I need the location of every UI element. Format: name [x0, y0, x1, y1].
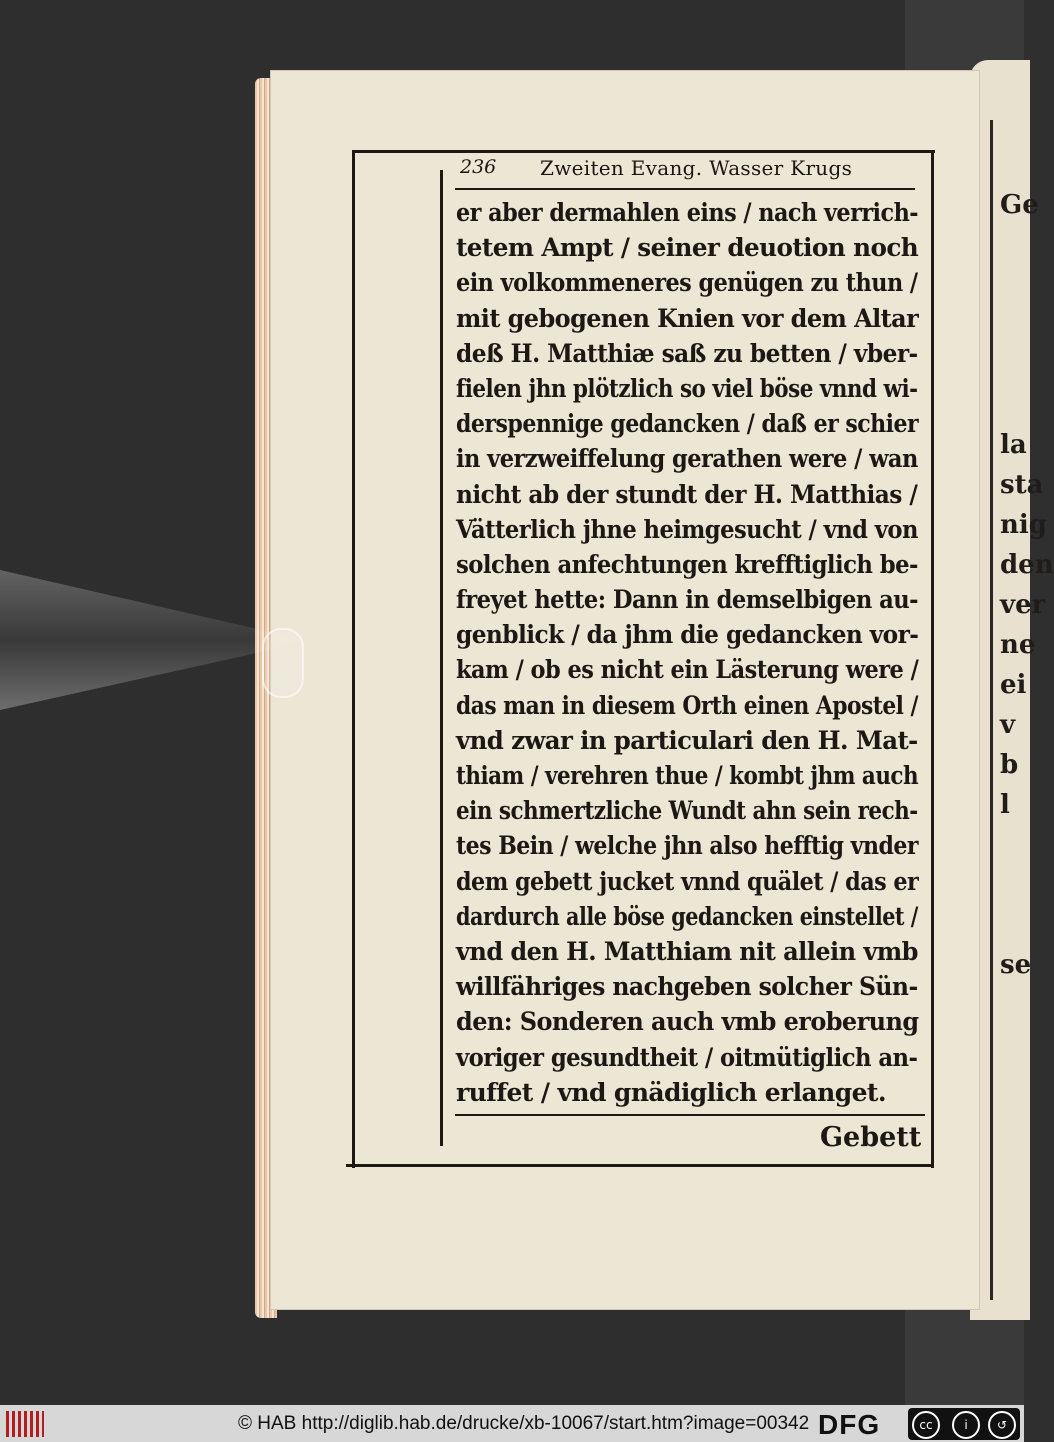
adjacent-text-fragment: se — [1000, 950, 1032, 980]
text-line: tetem Ampt / seiner deuotion noch — [456, 233, 919, 263]
adjacent-text-fragment: ei — [1000, 670, 1027, 700]
text-line: nicht ab der stundt der H. Matthias / — [456, 479, 918, 509]
frame-left-inner — [440, 170, 443, 1146]
adjacent-text-fragment: den — [1000, 550, 1054, 580]
adjacent-text-fragment — [1000, 865, 1030, 905]
adjacent-text-fragment — [1000, 825, 1030, 865]
copyright-link[interactable]: © HAB http://diglib.hab.de/drucke/xb-10067/start.htm?image=00342 — [238, 1413, 810, 1434]
adjacent-text-fragment — [1000, 905, 1030, 945]
text-line: freyet hette: Dann in demselbigen au- — [456, 585, 919, 615]
cc-icon: cc — [912, 1411, 940, 1439]
footer-bar — [0, 1405, 1024, 1442]
adjacent-text-fragment: la — [1000, 430, 1027, 460]
text-line: kam / ob es nicht ein Lästerung were / — [456, 655, 919, 685]
adjacent-page-text — [1000, 185, 1054, 985]
frame-top-rule — [355, 150, 935, 153]
dfg-logo[interactable]: DFG — [818, 1409, 881, 1440]
adjacent-text-fragment: ne — [1000, 630, 1036, 660]
text-line: vnd zwar in particulari den H. Mat- — [456, 725, 918, 755]
adjacent-text-fragment: v — [1000, 710, 1016, 740]
adjacent-text-fragment — [1000, 225, 1030, 265]
glass-clamp-knob — [262, 628, 304, 698]
text-line: ein schmertzliche Wundt ahn sein rech- — [456, 796, 918, 826]
frame-left-outer — [352, 150, 355, 1168]
adjacent-text-fragment: b — [1000, 750, 1019, 780]
text-line: derspennige gedancken / daß er schier — [456, 409, 919, 439]
adjacent-text-fragment: l — [1000, 790, 1010, 820]
text-line: dardurch alle böse gedancken einstellet / — [456, 901, 918, 931]
adjacent-text-fragment: Ge — [1000, 190, 1039, 220]
body-text — [456, 195, 919, 1110]
text-line: tes Bein / welche jhn also hefftig vnder — [456, 831, 918, 861]
text-line: dem gebett jucket vnnd quälet / das er — [456, 866, 919, 896]
adjacent-text-fragment — [1000, 305, 1030, 345]
text-line: deß H. Matthiæ saß zu betten / vber- — [456, 338, 918, 368]
text-line: vnd den H. Matthiam nit allein vmb — [456, 936, 918, 966]
adjacent-text-fragment: ver — [1000, 590, 1046, 620]
adjacent-text-fragment — [1000, 265, 1030, 305]
text-line: in verzweiffelung gerathen were / wan — [456, 444, 918, 474]
text-line: er aber dermahlen eins / nach verrich- — [456, 198, 919, 227]
text-line: solchen anfechtungen krefftiglich be- — [456, 549, 918, 579]
sa-icon: ↺ — [988, 1411, 1016, 1439]
text-line: genblick / da jhm die gedancken vor- — [456, 620, 919, 650]
text-line: ein volkommeneres genügen zu thun / — [456, 268, 918, 298]
text-line: das man in diesem Orth einen Apostel / — [456, 690, 918, 720]
text-line: voriger gesundtheit / oitmütiglich an- — [456, 1042, 918, 1072]
text-line: Vätterlich jhne heimgesucht / vnd von — [456, 514, 918, 544]
adjacent-text-fragment — [1000, 385, 1030, 425]
frame-right-outer — [931, 150, 934, 1168]
text-line: thiam / verehren thue / kombt jhm auch — [456, 761, 919, 790]
frame-bottom-outer — [346, 1164, 934, 1167]
by-icon: i — [952, 1411, 980, 1439]
frame-bottom-inner — [455, 1114, 925, 1116]
text-line: mit gebogenen Knien vor dem Altar — [456, 303, 919, 333]
text-line: fielen jhn plötzlich so viel böse vnnd wi- — [456, 373, 918, 403]
catchword: Gebett — [820, 1122, 922, 1153]
page-header — [460, 156, 930, 186]
adjacent-text-fragment: nig — [1000, 510, 1047, 540]
frame-header-rule — [455, 188, 915, 190]
page-number: 236 — [460, 156, 497, 178]
text-line: ruffet / vnd gnädiglich erlanget. — [456, 1077, 886, 1107]
license-badge[interactable] — [908, 1408, 1020, 1440]
running-head: Zweiten Evang. Wasser Krugs — [540, 156, 853, 180]
text-line: willfähriges nachgeben solcher Sün- — [456, 972, 918, 1002]
hab-logo-icon[interactable] — [6, 1411, 44, 1437]
adjacent-text-fragment — [1000, 345, 1030, 385]
text-line: den: Sonderen auch vmb eroberung — [456, 1007, 919, 1037]
adjacent-text-fragment: sta — [1000, 470, 1044, 500]
